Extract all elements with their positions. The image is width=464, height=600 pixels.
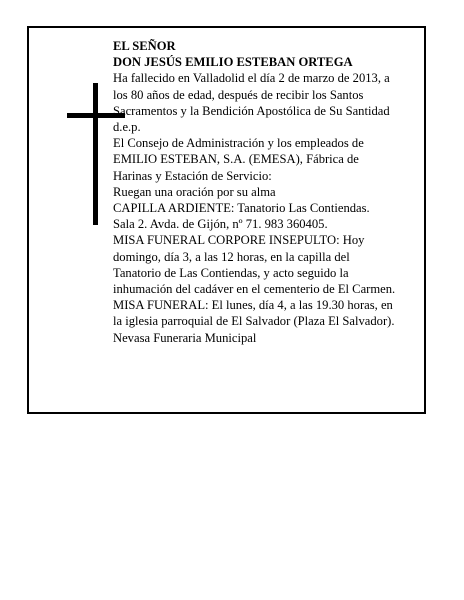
text-line: Sacramentos y la Bendición Apostólica de Su Santidad bbox=[113, 103, 390, 118]
text-line: Ha fallecido en Valladolid el día 2 de marzo de 2013, a bbox=[113, 71, 390, 86]
obituary-text bbox=[113, 38, 425, 346]
text-line: Harinas y Estación de Servicio: bbox=[113, 168, 272, 183]
text-line: EMILIO ESTEBAN, S.A. (EMESA), Fábrica de bbox=[113, 152, 359, 167]
text-line: Ruegan una oración por su alma bbox=[113, 184, 276, 199]
deceased-name: DON JESÚS EMILIO ESTEBAN ORTEGA bbox=[113, 55, 353, 70]
text-line: El Consejo de Administración y los empleados de bbox=[113, 136, 364, 151]
text-line: inhumación del cadáver en el cementerio de El Carmen. bbox=[113, 282, 396, 297]
text-line: domingo, día 3, a las 12 horas, en la capilla del bbox=[113, 249, 350, 264]
text-line: d.e.p. bbox=[113, 120, 141, 135]
text-line: Nevasa Funeraria Municipal bbox=[113, 330, 257, 345]
text-line: la iglesia parroquial de El Salvador (Plaza El Salvador). bbox=[113, 314, 395, 329]
text-line: CAPILLA ARDIENTE: Tanatorio Las Contiendas. bbox=[113, 201, 370, 216]
text-line: MISA FUNERAL: El lunes, día 4, a las 19.30 horas, en bbox=[113, 298, 393, 313]
text-line: Tanatorio de Las Contiendas, y acto seguido la bbox=[113, 265, 349, 280]
text-line: MISA FUNERAL CORPORE INSEPULTO: Hoy bbox=[113, 233, 365, 248]
cross-vertical-bar bbox=[93, 83, 98, 225]
text-line: los 80 años de edad, después de recibir los Santos bbox=[113, 87, 364, 102]
text-line: Sala 2. Avda. de Gijón, nº 71. 983 360405. bbox=[113, 217, 328, 232]
title-line: EL SEÑOR bbox=[113, 39, 176, 53]
